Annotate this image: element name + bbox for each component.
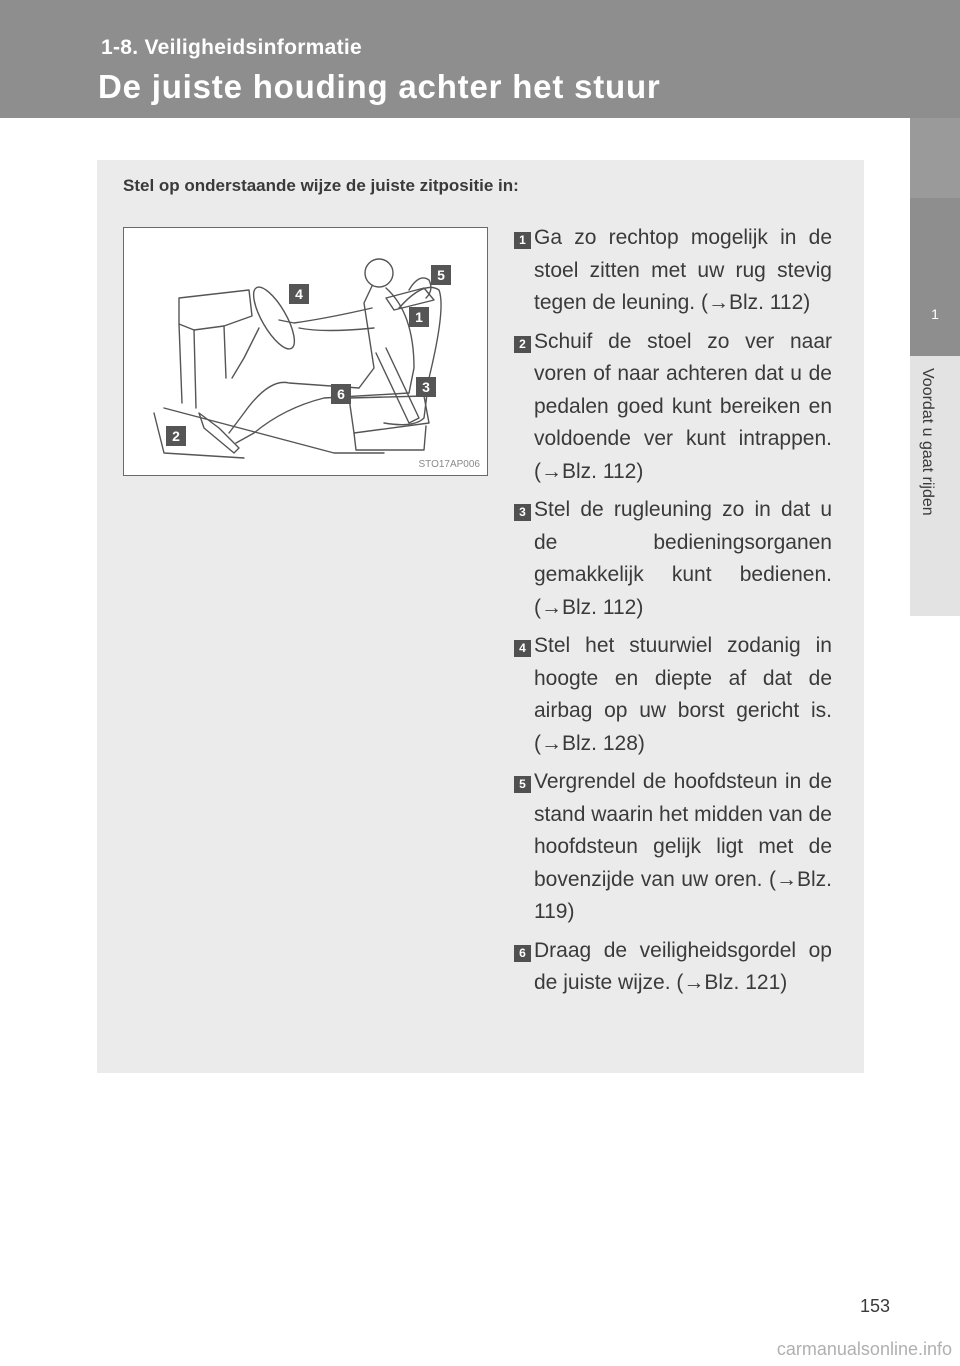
- step-item: [514, 326, 832, 489]
- callout-6: 6: [331, 384, 351, 404]
- step-item: [514, 494, 832, 624]
- step-number: 1: [514, 232, 531, 249]
- callout-2: 2: [166, 426, 186, 446]
- chapter-tab-label: Voordat u gaat rijden: [919, 368, 936, 516]
- page-header: [0, 0, 960, 118]
- watermark[interactable]: carmanualsonline.info: [776, 1339, 952, 1359]
- callout-3: 3: [416, 377, 436, 397]
- step-number: 2: [514, 336, 531, 353]
- figure-code: STO17AP006: [418, 459, 480, 470]
- chapter-tab[interactable]: [910, 198, 960, 356]
- step-item: [514, 630, 832, 760]
- step-text: Stel de rugleuning zo in dat u de bedieningsorganen gemakkelijk kunt bedienen. (→Blz. 112): [534, 498, 832, 619]
- step-number: 6: [514, 945, 531, 962]
- step-text: Schuif de stoel zo ver naar voren of naar achteren dat u de pedalen goed kunt bereiken en voldoende ver kunt intrappen. (→Blz. 112): [534, 329, 832, 483]
- seating-position-illustration: [123, 227, 488, 476]
- step-text: Draag de veiligheidsgordel op de juiste wijze. (→Blz. 121): [534, 938, 832, 994]
- page-number: 153: [859, 1296, 890, 1316]
- step-number: 4: [514, 640, 531, 657]
- callout-1: 1: [409, 307, 429, 327]
- section-label: 1-8. Veiligheidsinformatie: [101, 36, 363, 59]
- intro-text: Stel op onderstaande wijze de juiste zitpositie in:: [123, 176, 519, 195]
- side-tab-top: [910, 118, 960, 198]
- callout-4: 4: [289, 284, 309, 304]
- callout-5: 5: [431, 265, 451, 285]
- step-item: [514, 766, 832, 929]
- step-item: [514, 935, 832, 1000]
- steps-list: [514, 222, 832, 1006]
- step-text: Vergrendel de hoofdsteun in de stand waarin het midden van de hoofdsteun gelijk ligt met de bovenzijde van uw oren. (→Blz. 119): [534, 770, 832, 923]
- step-text: Stel het stuurwiel zodanig in hoogte en diepte af dat de airbag op uw borst gericht is. (→Blz. 128): [534, 634, 832, 755]
- page-title: De juiste houding achter het stuur: [98, 68, 661, 105]
- chapter-tab-number: 1: [931, 306, 939, 322]
- step-number: 3: [514, 504, 531, 521]
- step-item: [514, 222, 832, 320]
- step-number: 5: [514, 776, 531, 793]
- step-text: Ga zo rechtop mogelijk in de stoel zitten met uw rug stevig tegen de leuning. (→Blz. 112): [534, 226, 832, 314]
